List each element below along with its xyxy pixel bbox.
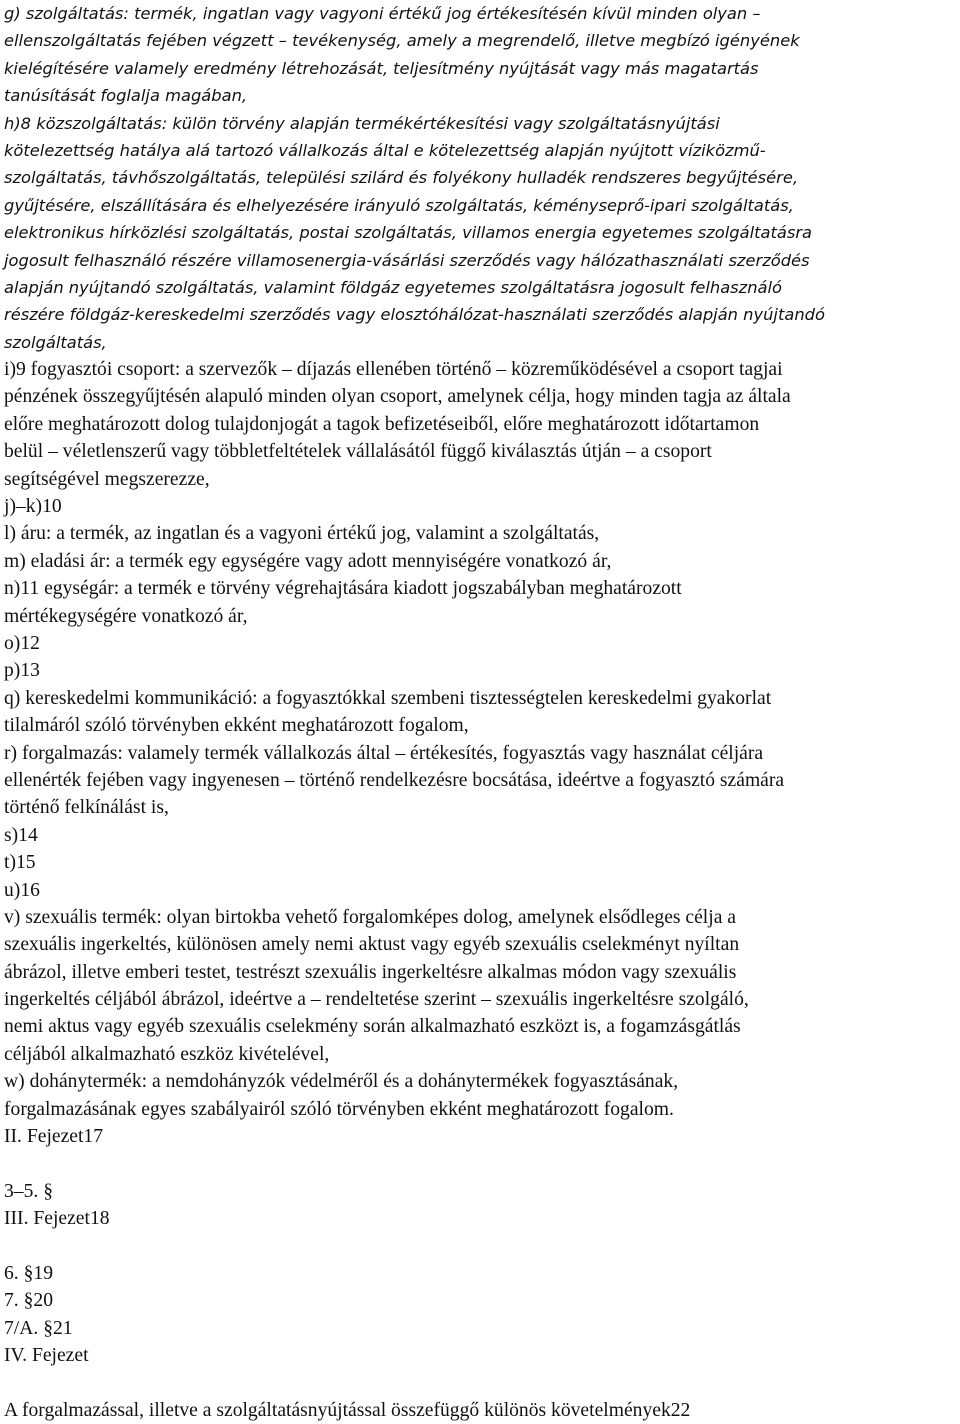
text-line: ingerkeltés céljából ábrázol, ideértve a – rendeltetése szerint – szexuális ingerkeltésre szolgáló, — [4, 989, 749, 1011]
text-line: 3–5. § — [4, 1180, 53, 1202]
text-line: n)11 egységár: a termék e törvény végrehajtására kiadott jogszabályban meghatározott — [4, 578, 682, 600]
blank-line — [4, 1233, 954, 1260]
text-line: gyűjtésére, elszállítására és elhelyezésére irányuló szolgáltatás, kéményseprő-ipari szolgáltatás, — [4, 195, 794, 215]
text-line: kötelezettség hatálya alá tartozó vállalkozás által e kötelezettség alapján nyújtott víziközmű- — [4, 140, 766, 160]
text-line: 7. §20 — [4, 1290, 53, 1312]
text-line: alapján nyújtandó szolgáltatás, valamint földgáz egyetemes szolgáltatásra jogosult felhasználó — [4, 277, 782, 297]
text-line: A forgalmazással, illetve a szolgáltatásnyújtással összefüggő különös követelmények22 — [4, 1399, 691, 1421]
text-line: t)15 — [4, 852, 36, 874]
text-line: részére földgáz-kereskedelmi szerződés vagy elosztóhálózat-használati szerződés alapján nyújtandó — [4, 305, 825, 325]
text-line: p)13 — [4, 660, 40, 682]
text-line: 6. §19 — [4, 1262, 53, 1284]
text-line: történő felkínálást is, — [4, 797, 169, 819]
text-line: céljából alkalmazható eszköz kivételével, — [4, 1043, 330, 1065]
text-line: IV. Fejezet — [4, 1345, 89, 1367]
text-line: II. Fejezet17 — [4, 1126, 104, 1148]
text-line: l) áru: a termék, az ingatlan és a vagyoni értékű jog, valamint a szolgáltatás, — [4, 523, 600, 545]
text-line: r) forgalmazás: valamely termék vállalkozás által – értékesítés, fogyasztás vagy használat céljára — [4, 742, 764, 764]
text-line: w) dohánytermék: a nemdohányzók védelméről és a dohánytermékek fogyasztásának, — [4, 1071, 679, 1093]
text-line: h)8 közszolgáltatás: külön törvény alapján termékértékesítési vagy szolgáltatásnyújtási — [4, 113, 720, 133]
text-line: III. Fejezet18 — [4, 1208, 110, 1230]
text-line: 7/A. §21 — [4, 1317, 73, 1339]
text-line: s)14 — [4, 824, 38, 846]
text-line: tanúsítását foglalja magában, — [4, 86, 248, 106]
text-line: szexuális ingerkeltés, különösen amely nemi aktust vagy egyéb szexuális cselekményt nyíltan — [4, 934, 740, 956]
blank-line — [4, 1150, 954, 1177]
text-line: előre meghatározott dolog tulajdonjogát a tagok befizetéseiből, előre meghatározott időtartamon — [4, 413, 760, 435]
text-line: v) szexuális termék: olyan birtokba vehető forgalomképes dolog, amelynek elsődleges célja a — [4, 906, 736, 928]
text-line: ábrázol, illetve emberi testet, testrészt szexuális ingerkeltésre alkalmas módon vagy szexuális — [4, 961, 737, 983]
text-line: q) kereskedelmi kommunikáció: a fogyasztókkal szembeni tisztességtelen kereskedelmi gyakorlat — [4, 687, 772, 709]
text-line: u)16 — [4, 879, 40, 901]
text-line: szolgáltatás, távhőszolgáltatás, települési szilárd és folyékony hulladék rendszeres begyűjtésére, — [4, 168, 799, 188]
text-line: i)9 fogyasztói csoport: a szervezők – díjazás ellenében történő – közreműködésével a csoport tagjai — [4, 359, 783, 381]
text-line: pénzének összegyűjtésén alapuló minden olyan csoport, amelynek célja, hogy minden tagja az általa — [4, 386, 791, 408]
document-body — [4, 0, 954, 1424]
text-line: mértékegységére vonatkozó ár, — [4, 605, 248, 627]
text-line: belül – véletlenszerű vagy többletfeltételek vállalásától függő kiválasztás útján – a csoport — [4, 441, 712, 463]
text-line: forgalmazásának egyes szabályairól szóló törvényben ekként meghatározott fogalom. — [4, 1098, 674, 1120]
text-line: szolgáltatás, — [4, 332, 107, 352]
text-line: kielégítésére valamely eredmény létrehozását, teljesítmény nyújtását vagy más magatartás — [4, 58, 759, 78]
text-line: o)12 — [4, 632, 40, 654]
text-line: ellenszolgáltatás fejében végzett – tevékenység, amely a megrendelő, illetve megbízó igényének — [4, 31, 800, 51]
text-line: g) szolgáltatás: termék, ingatlan vagy vagyoni értékű jog értékesítésén kívül minden olyan – — [4, 4, 761, 23]
text-line: ellenérték fejében vagy ingyenesen – történő rendelkezésre bocsátása, ideértve a fogyasztó számára — [4, 769, 785, 791]
blank-line — [4, 1370, 954, 1397]
text-line: elektronikus hírközlési szolgáltatás, postai szolgáltatás, villamos energia egyetemes szolgáltatásra — [4, 223, 812, 243]
text-line: jogosult felhasználó részére villamosenergia-vásárlási szerződés vagy hálózathasználati szerződés — [4, 250, 810, 270]
text-line: segítségével megszerezze, — [4, 468, 210, 490]
text-line: m) eladási ár: a termék egy egységére vagy adott mennyiségére vonatkozó ár, — [4, 550, 612, 572]
text-line: nemi aktus vagy egyéb szexuális cselekmény során alkalmazható eszközt is, a fogamzásgátlás — [4, 1016, 741, 1038]
text-line: tilalmáról szóló törvényben ekként meghatározott fogalom, — [4, 715, 469, 737]
text-line: j)–k)10 — [4, 496, 62, 518]
